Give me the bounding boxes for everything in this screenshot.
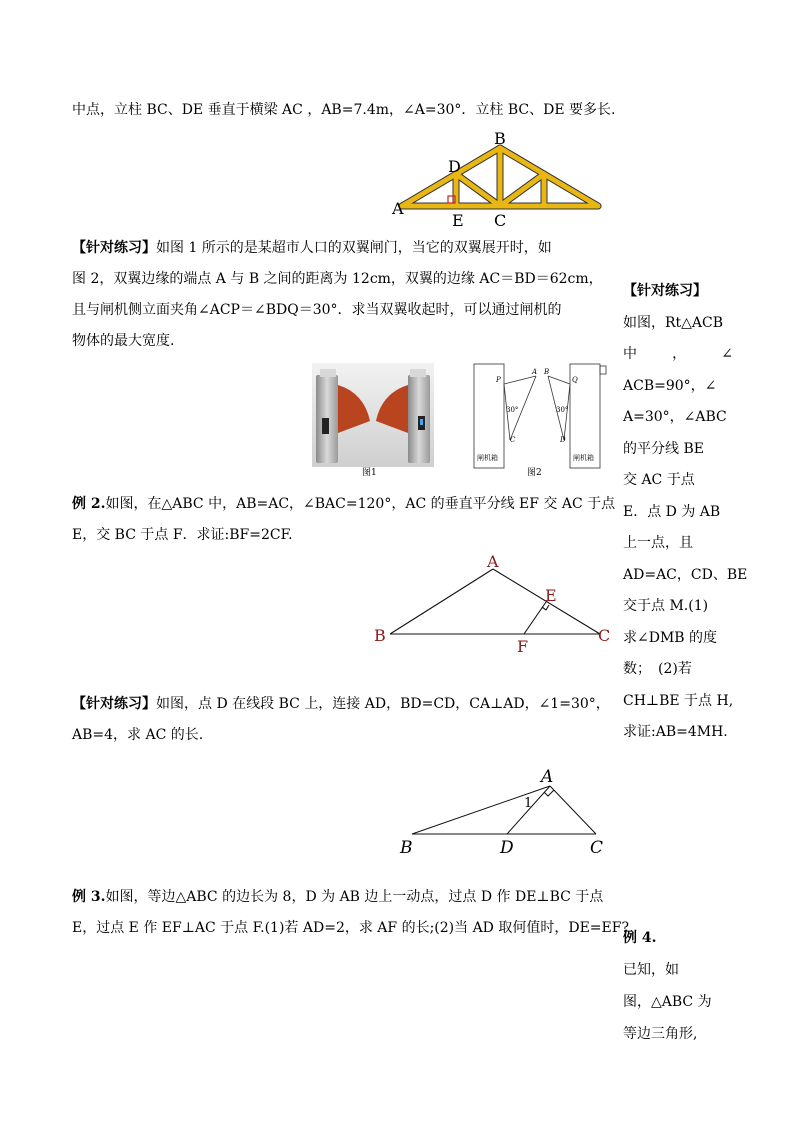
label-A: A [541,767,554,787]
triangle-abd-figure [396,762,626,862]
label-E: E [452,211,464,230]
truss-figure [390,129,620,230]
label-Q: Q [572,376,578,384]
practice1-line4: 物体的最大宽度. [72,333,175,349]
label-A: A [532,368,538,376]
label-C: C [590,838,604,858]
problem-intro-text: 中点，立柱 BC、DE 垂直于横梁 AC ，AB=7.4m，∠A=30°．立柱 BC、DE 要多长. [72,102,616,118]
gate-post-left [316,369,338,463]
side-practice-tag: 【针对练习】 [623,283,707,299]
gate-box-label-left: 闸机箱 [477,454,498,462]
example3-line2: E，过点 E 作 EF⊥AC 于点 F.(1)若 AD=2，求 AF 的长;(2)当 AD 取何值时，DE=EF? [72,920,629,936]
side-example4-column: 例 4. 已知，如 图，△ABC 为 等边三角形, [623,922,733,1050]
gate-photo [312,363,434,467]
label-E: E [545,586,557,605]
label-P: P [496,376,501,384]
angle-1-label: 1 [524,796,533,811]
gate-box-label-right: 闸机箱 [573,454,594,462]
side-practice-column: 【针对练习】 如图，Rt△ACB 中 ， ∠ ACB=90°，∠ A=30°，∠ABC 的平分线 BE 交 AC 于点 E．点 D 为 AB 上一点，且 AD=AC，CD、BE 交于点 M.(1) 求∠DMB 的度 数； (2)若 CH⊥BE 于点 H, 求证:AB=4MH. [623,276,733,749]
label-D: D [448,157,461,176]
figure1-caption: 图1 [362,468,377,478]
practice1-line2: 图 2，双翼边缘的端点 A 与 B 之间的距离为 12cm，双翼的边缘 AC＝BD＝62cm， [72,271,603,287]
practice3-line1: 【针对练习】如图，点 D 在线段 BC 上，连接 AD，BD=CD，CA⊥AD，∠1=30°， [72,696,610,712]
label-A: A [392,199,404,218]
practice1-line1: 【针对练习】如图 1 所示的是某超市人口的双翼闸门，当它的双翼展开时，如 [72,240,552,256]
label-B: B [494,129,506,148]
example2-line1: 例 2.如图，在△ABC 中，AB=AC，∠BAC=120°，AC 的垂直平分线 EF 交 AC 于点 [72,496,616,512]
figure2-caption: 图2 [527,468,542,478]
example2-line2: E，交 BC 于点 F．求证:BF=2CF. [72,527,293,543]
example4-tag: 例 4. [623,930,657,946]
example2-tag: 例 2. [72,496,106,512]
label-B: B [374,626,386,645]
gate-post-right [408,369,430,463]
angle-label-left: 30° [506,406,519,414]
label-F: F [517,637,529,656]
label-A: A [487,552,499,571]
gate-diagram [472,362,612,472]
label-D: D [560,436,566,444]
label-C: C [598,626,611,645]
truss-fill [402,148,598,206]
label-B: B [400,838,413,858]
practice1-line3: 且与闸机侧立面夹角∠ACP＝∠BDQ＝30°．求当双翼收起时，可以通过闸机的 [72,302,562,318]
label-B: B [544,368,550,376]
example3-line1: 例 3.如图，等边△ABC 的边长为 8，D 为 AB 边上一动点，过点 D 作 DE⊥BC 于点 [72,889,604,905]
label-C: C [510,436,516,444]
label-C: C [494,211,507,230]
truss-beams [402,148,598,206]
practice3-line2: AB=4，求 AC 的长. [72,727,204,743]
label-D: D [500,838,514,858]
practice-tag: 【针对练习】 [72,240,156,256]
angle-label-right: 30° [556,406,569,414]
example3-tag: 例 3. [72,889,106,905]
practice-tag: 【针对练习】 [72,696,156,712]
triangle-abc-figure [372,552,622,656]
